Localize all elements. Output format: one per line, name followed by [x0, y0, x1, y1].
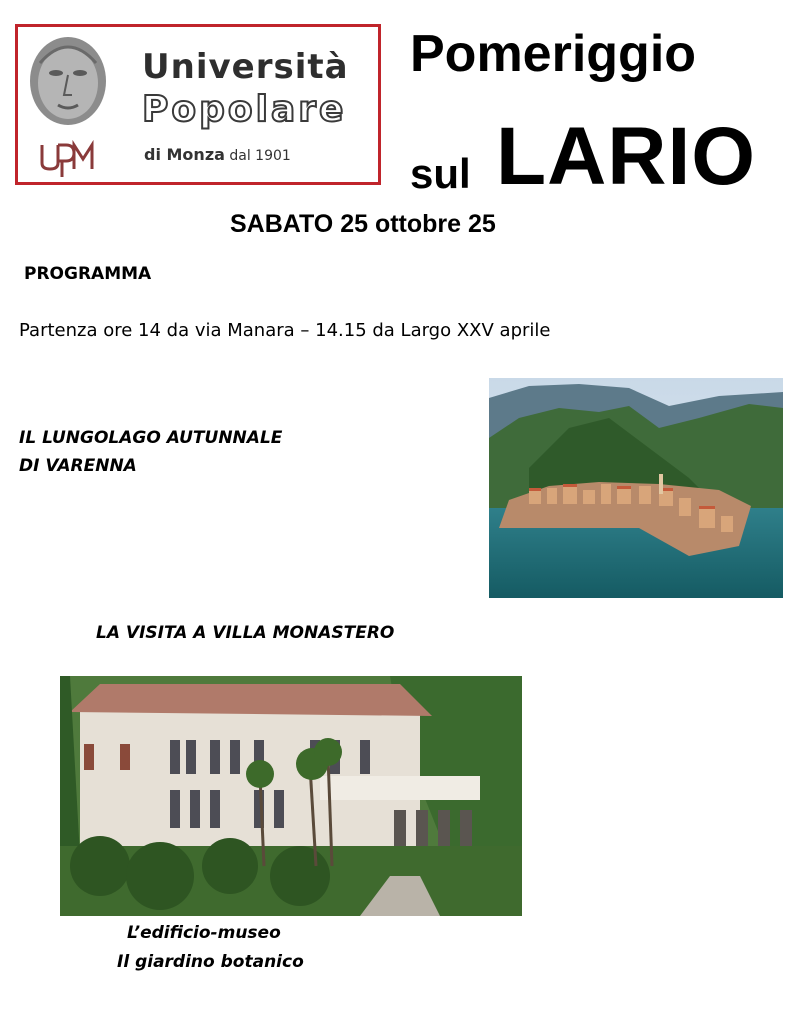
title-lario: LARIO [496, 111, 757, 202]
logo-line-monza [144, 145, 291, 164]
varenna-lake-photo [489, 378, 783, 598]
caption-garden: Il giardino botanico [117, 952, 304, 972]
villa-monastero-photo [60, 676, 522, 916]
logo-since: dal 1901 [229, 148, 291, 164]
caption-museum: L’edificio-museo [127, 923, 281, 943]
title-pomeriggio: Pomeriggio [410, 25, 697, 83]
visit1-line2: DI VARENNA [19, 456, 137, 476]
program-heading: PROGRAMMA [24, 264, 152, 284]
logo-city: di Monza [144, 145, 225, 164]
visit2-title: LA VISITA A VILLA MONASTERO [96, 623, 395, 643]
event-date: SABATO 25 ottobre 25 [230, 210, 496, 238]
departure-info: Partenza ore 14 da via Manara – 14.15 da Largo XXV aprile [19, 320, 551, 341]
stone-mask-icon [26, 33, 110, 131]
logo-line-universita: Università [142, 47, 349, 87]
logo-line-popolare: Popolare [142, 89, 347, 130]
upm-monogram-icon [38, 139, 98, 179]
title-sul: sul [410, 150, 471, 197]
visit1-line1: IL LUNGOLAGO AUTUNNALE [19, 428, 283, 448]
logo-box [15, 24, 381, 185]
